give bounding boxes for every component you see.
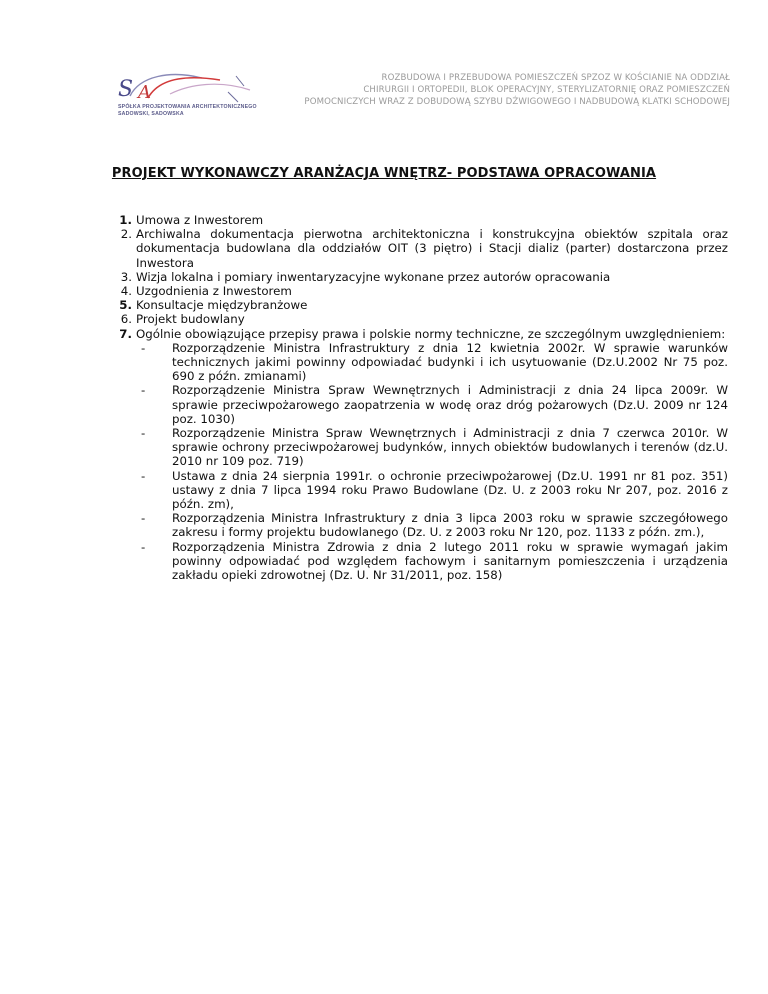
list-item [120, 269, 728, 284]
list-item-number: 5. [119, 298, 132, 313]
sublist-item-text: Rozporządzenia Ministra Infrastruktury z dnia 3 lipca 2003 roku w sprawie szczegółowego zakresu i formy projektu budowlanego (Dz. U. z 2003 roku Nr 120, poz. 1133 z późn. zm.), [172, 511, 728, 540]
sublist-item-text: Rozporządzenie Ministra Spraw Wewnętrznych i Administracji z dnia 24 lipca 2009r. W sprawie przeciwpożarowego zaopatrzenia w wodę oraz dróg pożarowych (Dz.U. 2009 nr 124 poz. 1030) [172, 383, 728, 426]
list-item [120, 284, 728, 299]
project-header-title [260, 72, 730, 109]
list-item-text: Ogólnie obowiązujące przepisy prawa i polskie normy techniczne, ze szczególnym uwzględnieniem: [136, 326, 726, 341]
list-item-number: 6. [120, 312, 132, 327]
logo-emblem [110, 68, 260, 108]
list-item [119, 326, 728, 583]
basis-list [119, 213, 728, 583]
page-header [0, 62, 768, 122]
svg-text:S: S [118, 77, 134, 102]
list-item-text: Umowa z Inwestorem [136, 213, 264, 227]
list-item [120, 312, 728, 327]
list-item-number: 7. [119, 326, 132, 341]
list-item-text: Projekt budowlany [136, 312, 245, 327]
header-line: CHIRURGII I ORTOPEDII, BLOK OPERACYJNY, STERYLIZATORNIĘ ORAZ POMIESZCZEŃ [363, 85, 730, 96]
list-item-text: Wizja lokalna i pomiary inwentaryzacyjne wykonane przez autorów opracowania [136, 269, 611, 284]
header-line: POMOCNICZYCH WRAZ Z DOBUDOWĄ SZYBU DŹWIGOWEGO I NADBUDOWĄ KLATKI SCHODOWEJ [304, 97, 730, 108]
sublist-item [136, 341, 728, 384]
sublist-dash: - [141, 539, 146, 554]
list-item [119, 298, 728, 313]
sublist-item-text: Rozporządzenia Ministra Zdrowia z dnia 2 lutego 2011 roku w sprawie wymagań jakim powinny odpowiadać pod względem fachowym i sanitarnym pomieszczenia i urządzenia zakładu opieki zdrowotnej (Dz. U. Nr 31/2011, poz. 158) [172, 539, 728, 583]
list-item-text: Konsultacje międzybranżowe [136, 298, 308, 313]
list-item-number: 1. [119, 213, 132, 227]
sublist-dash: - [141, 340, 146, 355]
sublist-item [136, 540, 728, 583]
svg-text:A: A [138, 82, 151, 103]
sublist-dash: - [141, 383, 146, 398]
sublist-item [136, 469, 728, 512]
sublist-item [136, 383, 728, 426]
logo-company-name: SPÓŁKA PROJEKTOWANIA ARCHITEKTONICZNEGO [118, 104, 257, 110]
logo-company-owners: SADOWSKI, SADOWSKA [118, 111, 184, 117]
sublist-dash: - [141, 426, 146, 441]
list-item-number: 4. [120, 284, 132, 299]
list-item-text: Uzgodnienia z Inwestorem [136, 284, 292, 299]
list-item-number: 3. [120, 269, 132, 284]
company-logo [110, 68, 260, 128]
list-item [119, 213, 728, 227]
list-item-number: 2. [120, 227, 132, 242]
sublist-dash: - [141, 511, 146, 526]
sublist-item-text: Ustawa z dnia 24 sierpnia 1991r. o ochronie przeciwpożarowej (Dz.U. 1991 nr 81 poz. 351) ustawy z dnia 7 lipca 1994 roku Prawo Budowlane (Dz. U. z 2003 roku Nr 207, poz. 2016 z późn. zm), [172, 468, 728, 512]
document-title: PROJEKT WYKONAWCZY ARANŻACJA WNĘTRZ- PODSTAWA OPRACOWANIA [111, 166, 657, 181]
regulations-sublist [136, 341, 728, 582]
sublist-item-text: Rozporządzenie Ministra Spraw Wewnętrznych i Administracji z dnia 7 czerwca 2010r. W sprawie ochrony przeciwpożarowej budynków, innych obiektów budowlanych i terenów (dz.U. 2010 nr 109 poz. 719) [172, 426, 728, 469]
sublist-item [136, 426, 728, 469]
sublist-dash: - [141, 468, 146, 483]
list-item [120, 227, 728, 270]
header-line: ROZBUDOWA I PRZEBUDOWA POMIESZCZEŃ SPZOZ W KOŚCIANIE NA ODDZIAŁ [381, 73, 730, 83]
list-item-text: Archiwalna dokumentacja pierwotna architektoniczna i konstrukcyjna obiektów szpitala oraz dokumentacja budowlana dla oddziałów OIT (3 piętro) i Stacji dializ (parter) dostarczona przez Inwestora [136, 227, 728, 270]
sublist-item-text: Rozporządzenie Ministra Infrastruktury z dnia 12 kwietnia 2002r. W sprawie warunków technicznych jakimi powinny odpowiadać budynki i ich usytuowanie (Dz.U.2002 Nr 75 poz. 690 z późn. zmianami) [172, 340, 728, 384]
sublist-item [136, 511, 728, 539]
